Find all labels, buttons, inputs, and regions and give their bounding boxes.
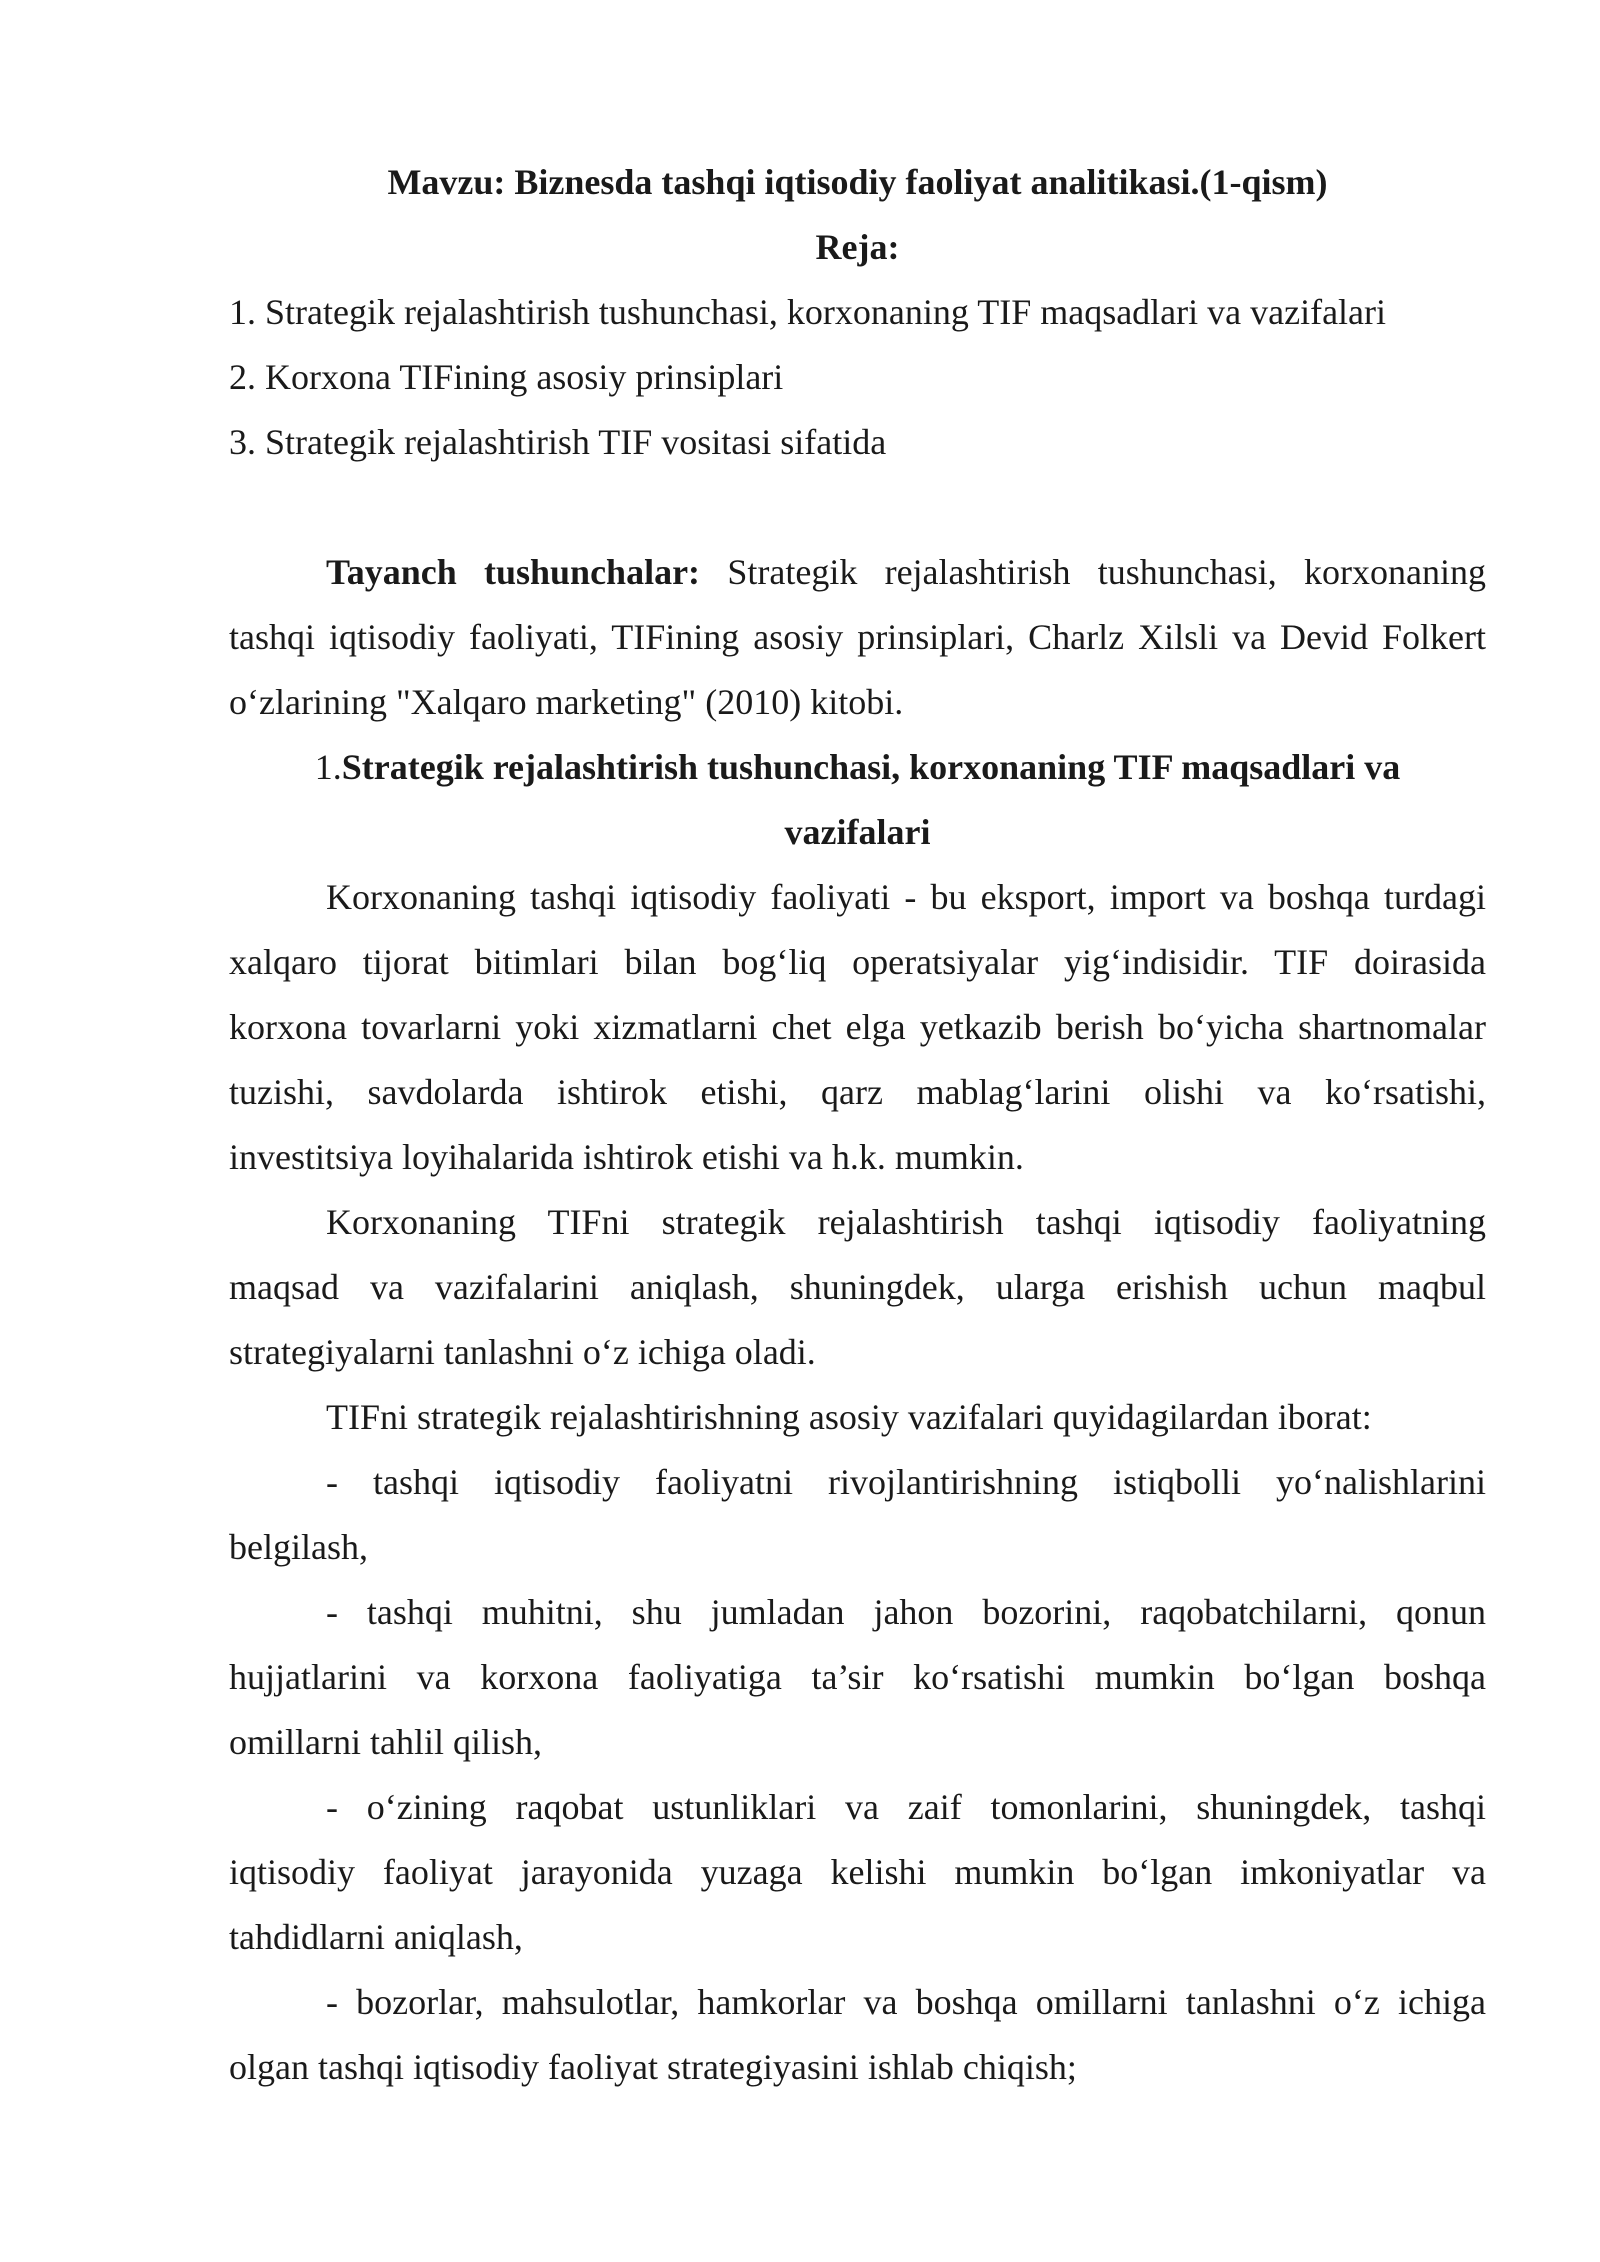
list-item-line: - tashqi iqtisodiy faoliyatni rivojlantirishning istiqbolli yo‘nalishlarini <box>326 1462 1486 1502</box>
paragraph-line: strategiyalarni tanlashni o‘z ichiga oladi. <box>229 1332 816 1372</box>
key-concepts-line: o‘zlarining "Xalqaro marketing" (2010) kitobi. <box>229 682 904 722</box>
section-heading-text: Strategik rejalashtirish tushunchasi, korxonaning TIF maqsadlari va <box>341 747 1401 787</box>
list-item-line: - o‘zining raqobat ustunliklari va zaif tomonlarini, shuningdek, tashqi <box>326 1787 1486 1827</box>
key-concepts-text: Strategik rejalashtirish tushunchasi, korxonaning <box>727 552 1487 592</box>
paragraph-line: korxona tovarlarni yoki xizmatlarni chet elga yetkazib berish bo‘yicha shartnomalar <box>229 1007 1486 1047</box>
paragraph-line: Korxonaning TIFni strategik rejalashtirish tashqi iqtisodiy faoliyatning <box>326 1202 1486 1242</box>
key-concepts-line <box>229 540 1486 605</box>
list-item-line: omillarni tahlil qilish, <box>229 1722 542 1762</box>
list-item-line: iqtisodiy faoliyat jarayonida yuzaga kelishi mumkin bo‘lgan imkoniyatlar va <box>229 1852 1486 1892</box>
spacer <box>229 475 1486 540</box>
list-item-line: - bozorlar, mahsulotlar, hamkorlar va boshqa omillarni tanlashni o‘z ichiga <box>326 1982 1486 2022</box>
list-item-line: belgilash, <box>229 1527 368 1567</box>
section-heading <box>229 735 1486 800</box>
list-item-line: - tashqi muhitni, shu jumladan jahon bozorini, raqobatchilarni, qonun <box>326 1592 1486 1632</box>
list-item-line: tahdidlarni aniqlash, <box>229 1917 523 1957</box>
list-item-line: olgan tashqi iqtisodiy faoliyat strategiyasini ishlab chiqish; <box>229 2047 1077 2087</box>
paragraph-line: xalqaro tijorat bitimlari bilan bog‘liq operatsiyalar yig‘indisidir. TIF doirasida <box>229 942 1486 982</box>
section-heading: vazifalari <box>784 812 931 852</box>
document-title: Mavzu: Biznesda tashqi iqtisodiy faoliyat analitikasi.(1-qism) <box>387 162 1328 202</box>
key-concepts-line: tashqi iqtisodiy faoliyati, TIFining asosiy prinsiplari, Charlz Xilsli va Devid Folkert <box>229 617 1486 657</box>
list-item-line: hujjatlarini va korxona faoliyatiga ta’sir ko‘rsatishi mumkin bo‘lgan boshqa <box>229 1657 1486 1697</box>
paragraph-line: TIFni strategik rejalashtirishning asosiy vazifalari quyidagilardan iborat: <box>326 1397 1372 1437</box>
paragraph-line: maqsad va vazifalarini aniqlash, shuningdek, ularga erishish uchun maqbul <box>229 1267 1486 1307</box>
plan-item: 2. Korxona TIFining asosiy prinsiplari <box>229 357 784 397</box>
document-page <box>229 150 1486 2100</box>
paragraph-line: Korxonaning tashqi iqtisodiy faoliyati - bu eksport, import va boshqa turdagi <box>326 877 1486 917</box>
paragraph-line: investitsiya loyihalarida ishtirok etishi va h.k. mumkin. <box>229 1137 1024 1177</box>
key-concepts-label: Tayanch tushunchalar: <box>326 552 701 592</box>
plan-item: 1. Strategik rejalashtirish tushunchasi, korxonaning TIF maqsadlari va vazifalari <box>229 292 1387 332</box>
plan-item: 3. Strategik rejalashtirish TIF vositasi sifatida <box>229 422 887 462</box>
paragraph-line: tuzishi, savdolarda ishtirok etishi, qarz mablag‘larini olishi va ko‘rsatishi, <box>229 1072 1486 1112</box>
section-number: 1. <box>314 747 342 787</box>
plan-label: Reja: <box>815 227 900 267</box>
